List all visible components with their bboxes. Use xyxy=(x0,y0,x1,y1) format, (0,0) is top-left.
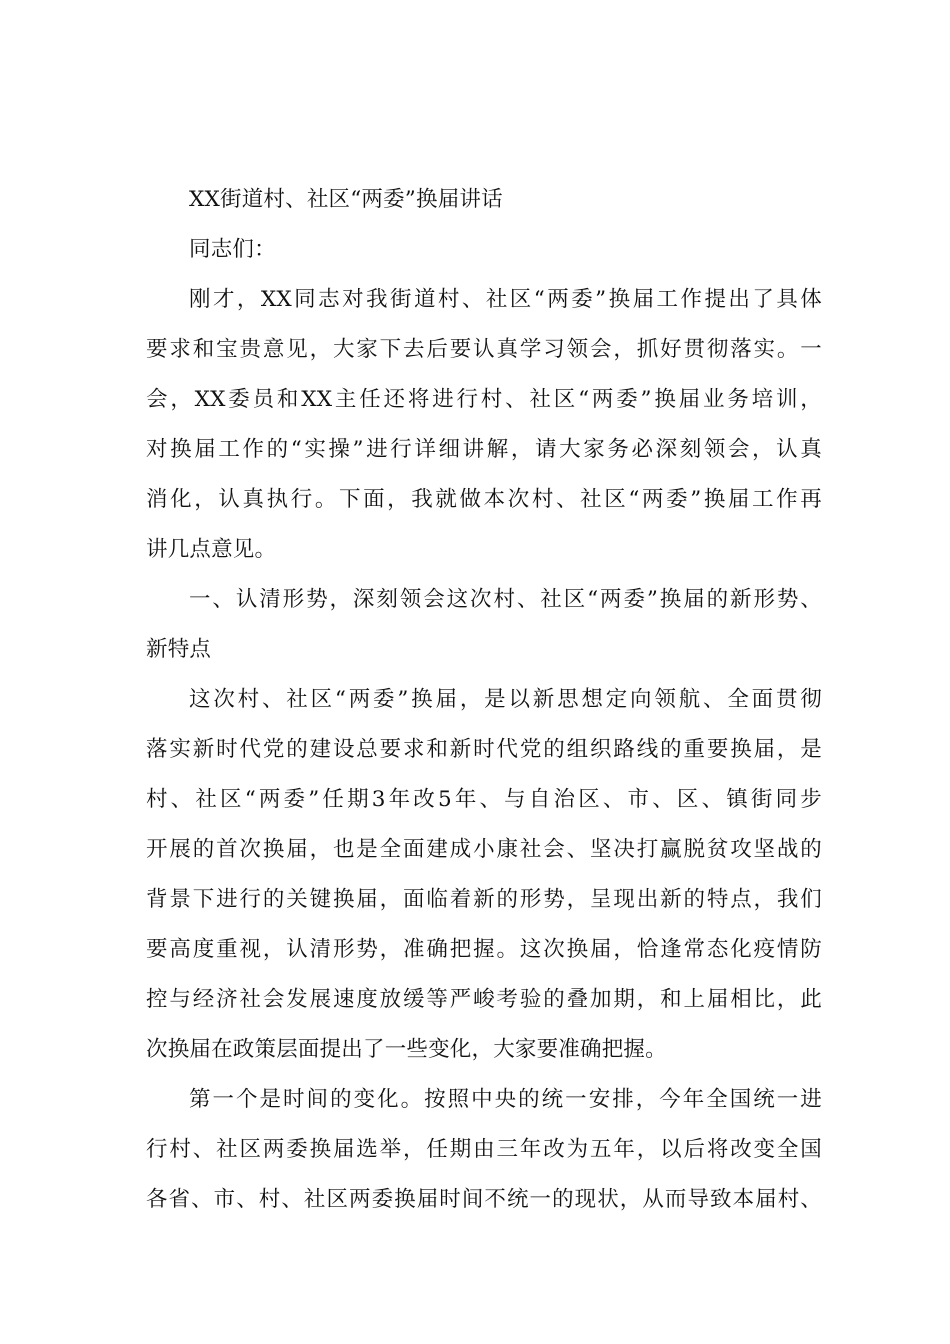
paragraph-line: 次换届在政策层面提出了一些变化，大家要准确把握。 xyxy=(146,1037,667,1062)
paragraph-line: 要高度重视，认清形势，准确把握。这次换届，恰逢常态化疫情防 xyxy=(146,937,822,962)
paragraph-1 xyxy=(146,275,822,575)
paragraph-line: 会，XX委员和XX主任还将进行村、社区“两委”换届业务培训， xyxy=(146,387,822,412)
paragraph-line: 背景下进行的关键换届，面临着新的形势，呈现出新的特点，我们 xyxy=(146,887,822,912)
paragraph-line: 要求和宝贵意见，大家下去后要认真学习领会，抓好贯彻落实。一 xyxy=(146,337,822,362)
paragraph-line: 对换届工作的“实操”进行详细讲解，请大家务必深刻领会，认真 xyxy=(146,437,822,462)
section-heading-1 xyxy=(146,575,822,675)
paragraph-2 xyxy=(146,675,822,1075)
document-title: XX街道村、社区“两委”换届讲话 xyxy=(189,187,503,212)
paragraph-line: 消化，认真执行。下面，我就做本次村、社区“两委”换届工作再 xyxy=(146,487,822,512)
paragraph-line: 控与经济社会发展速度放缓等严峻考验的叠加期，和上届相比，此 xyxy=(146,987,822,1012)
paragraph-line: 村、社区“两委”任期3年改5年、与自治区、市、区、镇街同步 xyxy=(146,787,822,812)
salutation: 同志们： xyxy=(189,237,276,262)
paragraph-line: 各省、市、村、社区两委换届时间不统一的现状，从而导致本届村、 xyxy=(146,1187,822,1212)
heading-line: 新特点 xyxy=(146,637,212,662)
paragraph-line: 开展的首次换届，也是全面建成小康社会、坚决打赢脱贫攻坚战的 xyxy=(146,837,822,862)
paragraph-3 xyxy=(146,1075,822,1225)
document-page xyxy=(146,175,822,1225)
paragraph-line: 讲几点意见。 xyxy=(146,537,277,562)
paragraph-line: 行村、社区两委换届选举，任期由三年改为五年，以后将改变全国 xyxy=(146,1137,822,1162)
paragraph-line: 第一个是时间的变化。按照中央的统一安排，今年全国统一进 xyxy=(189,1087,822,1112)
paragraph-line: 落实新时代党的建设总要求和新时代党的组织路线的重要换届，是 xyxy=(146,737,822,762)
heading-line: 一、认清形势，深刻领会这次村、社区“两委”换届的新形势、 xyxy=(189,587,822,612)
paragraph-line: 刚才，XX同志对我街道村、社区“两委”换届工作提出了具体 xyxy=(189,287,822,312)
paragraph-line: 这次村、社区“两委”换届，是以新思想定向领航、全面贯彻 xyxy=(189,687,822,712)
